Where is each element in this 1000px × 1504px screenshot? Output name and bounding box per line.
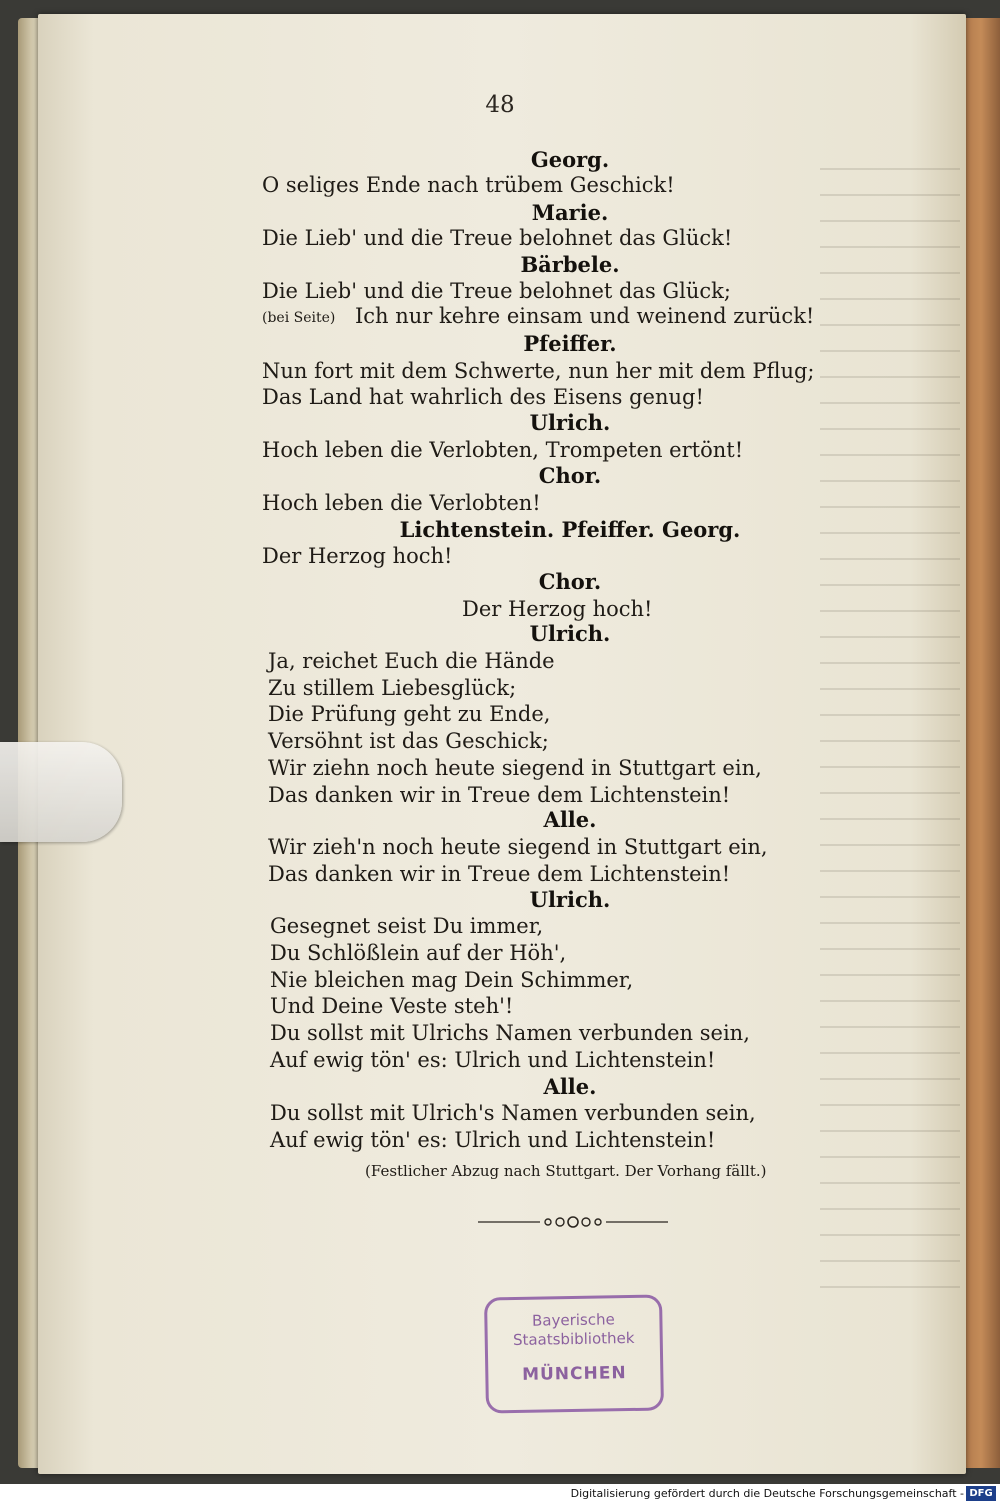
page-number: 48 xyxy=(485,92,515,118)
verse-line: Wir ziehn noch heute siegend in Stuttgart ein, xyxy=(268,756,762,780)
stamp-line: Bayerische xyxy=(531,1310,615,1330)
dfg-logo-icon: DFG xyxy=(966,1486,996,1501)
verse-line: Nie bleichen mag Dein Schimmer, xyxy=(270,968,634,992)
speaker-name: Ulrich. xyxy=(529,887,611,912)
aside-marker: (bei Seite) xyxy=(262,310,336,326)
verse-line: Hoch leben die Verlobten! xyxy=(262,491,541,515)
verse-line: Zu stillem Liebesglück; xyxy=(268,676,517,700)
verse-line: Ja, reichet Euch die Hände xyxy=(268,649,555,673)
speaker-name: Chor. xyxy=(538,569,602,594)
verse-line: Das danken wir in Treue dem Lichtenstein! xyxy=(268,783,731,807)
verse-line: Versöhnt ist das Geschick; xyxy=(268,729,549,753)
verse-line: Nun fort mit dem Schwerte, nun her mit dem Pflug; xyxy=(262,359,815,383)
verse-line: Du sollst mit Ulrichs Namen verbunden sein, xyxy=(270,1021,750,1045)
speaker-name: Alle. xyxy=(543,1074,597,1099)
verse-line: Die Prüfung geht zu Ende, xyxy=(268,702,551,726)
footer-bar xyxy=(0,1484,1000,1504)
page-clip xyxy=(0,742,122,842)
verse-line: Die Lieb' und die Treue belohnet das Glück! xyxy=(262,226,733,250)
speaker-name: Pfeiffer. xyxy=(523,331,617,356)
verse-line: Und Deine Veste steh'! xyxy=(270,994,514,1018)
speaker-name: Marie. xyxy=(531,200,609,225)
speaker-name: Lichtenstein. Pfeiffer. Georg. xyxy=(399,517,741,542)
stamp-line: Staatsbibliothek xyxy=(512,1328,635,1350)
verse-line: Die Lieb' und die Treue belohnet das Glück; xyxy=(262,279,731,303)
verse-line: Wir zieh'n noch heute siegend in Stuttgart ein, xyxy=(268,835,768,859)
speaker-name: Chor. xyxy=(538,463,602,488)
verse-line: Auf ewig tön' es: Ulrich und Lichtenstein! xyxy=(270,1128,716,1152)
verse-line: O seliges Ende nach trübem Geschick! xyxy=(262,173,675,197)
speaker-name: Ulrich. xyxy=(529,621,611,646)
stage-direction: (Festlicher Abzug nach Stuttgart. Der Vorhang fällt.) xyxy=(365,1162,767,1180)
verse-line: Das danken wir in Treue dem Lichtenstein! xyxy=(268,862,731,886)
ornament-divider xyxy=(478,1213,668,1231)
verse-line: Hoch leben die Verlobten, Trompeten ertönt! xyxy=(262,438,744,462)
book-cover-edge xyxy=(962,18,1000,1468)
verse-line: Du sollst mit Ulrich's Namen verbunden sein, xyxy=(270,1101,756,1125)
verse-line: Gesegnet seist Du immer, xyxy=(270,914,544,938)
speaker-name: Alle. xyxy=(543,807,597,832)
verse-line: Der Herzog hoch! xyxy=(262,544,453,568)
verse-line: Ich nur kehre einsam und weinend zurück! xyxy=(355,304,815,328)
funding-notice: Digitalisierung gefördert durch die Deutsche Forschungsgemeinschaft - xyxy=(570,1487,964,1500)
show-through-text xyxy=(820,160,960,1310)
verse-line: Auf ewig tön' es: Ulrich und Lichtenstein! xyxy=(270,1048,716,1072)
speaker-name: Bärbele. xyxy=(520,252,620,277)
library-stamp xyxy=(484,1294,664,1413)
verse-line: Du Schlößlein auf der Höh', xyxy=(270,941,567,965)
speaker-name: Ulrich. xyxy=(529,410,611,435)
speaker-name: Georg. xyxy=(530,147,610,172)
verse-line: Der Herzog hoch! xyxy=(462,597,653,621)
stamp-line: MÜNCHEN xyxy=(521,1363,627,1385)
verse-line: Das Land hat wahrlich des Eisens genug! xyxy=(262,385,704,409)
